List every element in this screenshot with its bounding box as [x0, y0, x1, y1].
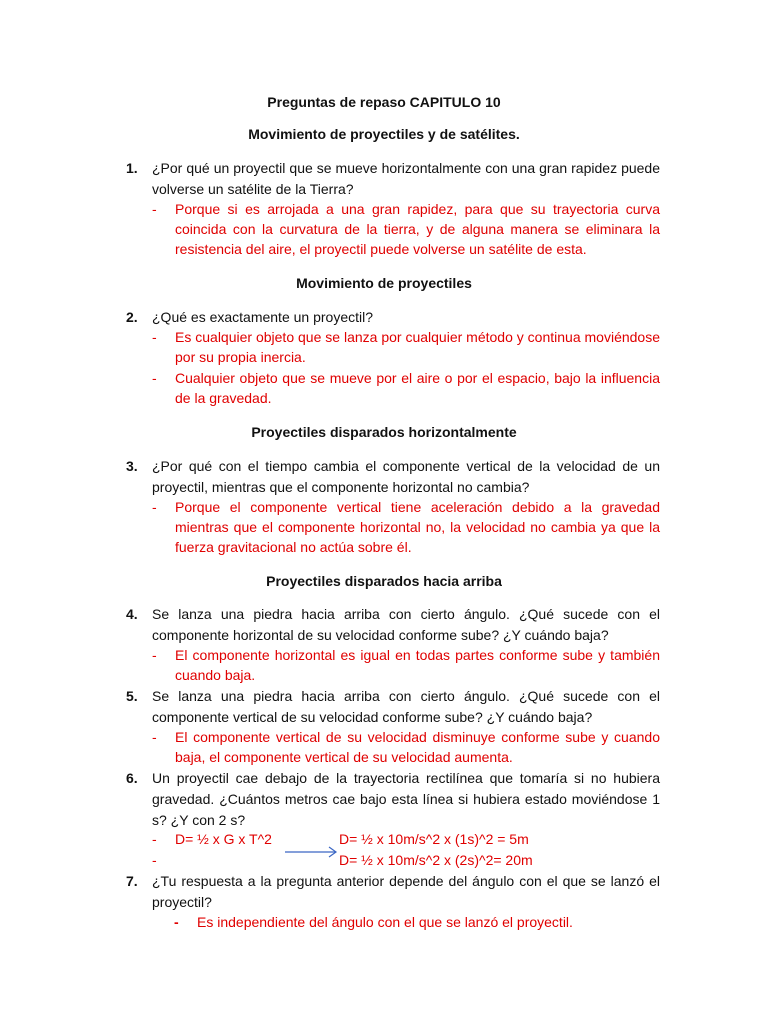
- question-text: ¿Qué es exactamente un proyectil?: [152, 309, 374, 325]
- question-text: ¿Por qué con el tiempo cambia el componente vertical de la velocidad de un proyectil, mientras que el componente horizontal no cambia?: [152, 458, 660, 495]
- formula-text: D= ½ x G x T^2: [175, 831, 272, 847]
- question-number: 5.: [126, 688, 138, 704]
- question-text: ¿Tu respuesta a la pregunta anterior depende del ángulo con el que se lanzó el proyectil?: [152, 873, 660, 910]
- question-text: Se lanza una piedra hacia arriba con cierto ángulo. ¿Qué sucede con el componente horizontal de su velocidad conforme sube? ¿Y cuándo baja?: [152, 606, 660, 643]
- answer-text: Porque si es arrojada a una gran rapidez, para que su trayectoria curva coincida con la curvatura de la tierra, y de alguna manera se eliminara la resistencia del aire, el proyectil puede volverse un satélite de esta.: [175, 201, 660, 257]
- question-text: ¿Por qué un proyectil que se mueve horizontalmente con una gran rapidez puede volverse un satélite de la Tierra?: [152, 160, 660, 197]
- answer-dash: -: [152, 729, 157, 745]
- question-number: 4.: [126, 606, 138, 622]
- answer-text: El componente horizontal es igual en todas partes conforme sube y también cuando baja.: [175, 647, 660, 683]
- answer-dash: -: [152, 647, 157, 663]
- equation-2s: D= ½ x 10m/s^2 x (2s)^2= 20m: [339, 852, 533, 868]
- right-arrow-icon: [285, 845, 339, 859]
- section-heading: Proyectiles disparados horizontalmente: [251, 424, 517, 440]
- equation-1s: D= ½ x 10m/s^2 x (1s)^2 = 5m: [339, 831, 529, 847]
- answer-text: Es cualquier objeto que se lanza por cualquier método y continua moviéndose por su propia inercia.: [175, 329, 660, 365]
- answer-dash: -: [152, 831, 157, 847]
- question-number: 7.: [126, 873, 138, 889]
- answer-dash: -: [174, 914, 179, 930]
- section-heading: Movimiento de proyectiles: [296, 275, 472, 291]
- answer-text: El componente vertical de su velocidad disminuye conforme sube y cuando baja, el componente vertical de su velocidad aumenta.: [175, 729, 660, 765]
- section-heading: Proyectiles disparados hacia arriba: [266, 573, 502, 589]
- question-number: 6.: [126, 770, 138, 786]
- answer-dash: -: [152, 852, 157, 868]
- question-number: 3.: [126, 458, 138, 474]
- question-text: Un proyectil cae debajo de la trayectoria rectilínea que tomaría si no hubiera gravedad. ¿Cuántos metros cae bajo esta línea si hubiera estado moviéndose 1 s? ¿Y con 2 s?: [152, 770, 660, 828]
- answer-text: Cualquier objeto que se mueve por el aire o por el espacio, bajo la influencia de la gravedad.: [175, 370, 660, 406]
- answer-dash: -: [152, 370, 157, 386]
- answer-dash: -: [152, 329, 157, 345]
- answer-dash: -: [152, 201, 157, 217]
- answer-text: Porque el componente vertical tiene aceleración debido a la gravedad mientras que el componente horizontal no, la velocidad no cambia ya que la fuerza gravitacional no actúa sobre él.: [175, 499, 660, 555]
- question-number: 1.: [126, 160, 138, 176]
- section-heading: Movimiento de proyectiles y de satélites.: [248, 126, 520, 142]
- answer-text: Es independiente del ángulo con el que se lanzó el proyectil.: [197, 914, 573, 930]
- question-number: 2.: [126, 309, 138, 325]
- document-title: Preguntas de repaso CAPITULO 10: [267, 94, 501, 110]
- answer-dash: -: [152, 499, 157, 515]
- question-text: Se lanza una piedra hacia arriba con cierto ángulo. ¿Qué sucede con el componente vertical de su velocidad conforme sube? ¿Y cuándo baja?: [152, 688, 660, 725]
